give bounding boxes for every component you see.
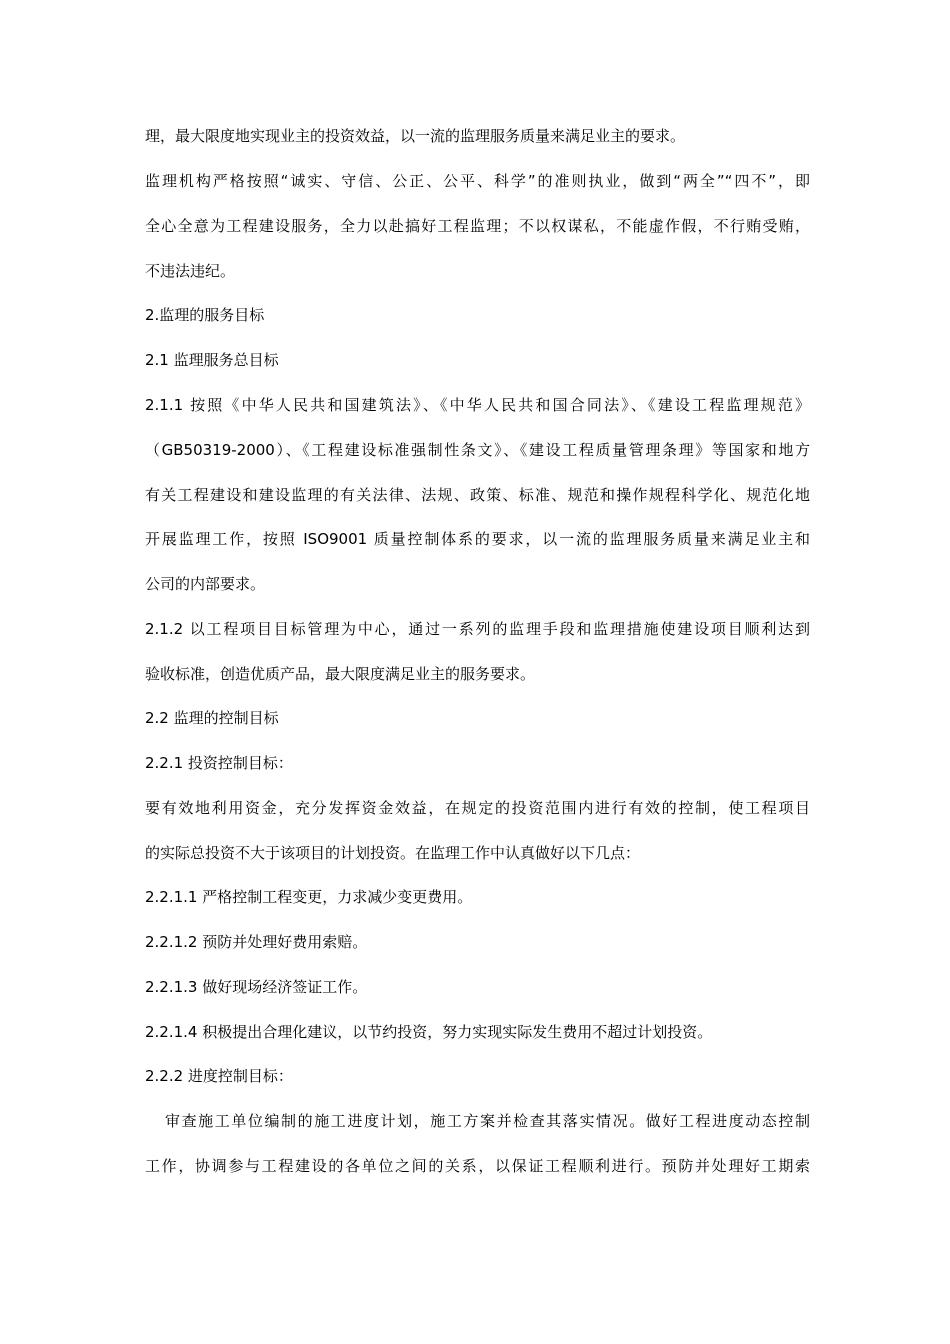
text-line: 2.1.2 以工程项目目标管理为中心，通过一系列的监理手段和监理措施使建设项目顺利达到 <box>145 620 810 638</box>
text-line: 理，最大限度地实现业主的投资效益，以一流的监理服务质量来满足业主的要求。 <box>145 127 686 145</box>
list-item: 2.2.1.1 严格控制工程变更，力求减少变更费用。 <box>145 888 473 906</box>
subsection-heading: 2.2.1 投资控制目标： <box>145 754 293 772</box>
text-line: 公司的内部要求。 <box>145 575 266 593</box>
text-line: 有关工程建设和建设监理的有关法律、法规、政策、标准、规范和操作规程科学化、规范化地 <box>145 486 810 504</box>
list-item: 2.2.1.3 做好现场经济签证工作。 <box>145 978 368 996</box>
subsection-heading: 2.2.2 进度控制目标： <box>145 1067 293 1085</box>
text-line: 工作，协调参与工程建设的各单位之间的关系，以保证工程顺利进行。预防并处理好工期索 <box>145 1157 810 1175</box>
text-line: 2.1.1 按照《中华人民共和国建筑法》、《中华人民共和国合同法》、《建设工程监理规范》 <box>145 396 810 414</box>
text-line: 验收标准，创造优质产品，最大限度满足业主的服务要求。 <box>145 665 536 683</box>
list-item: 2.2.1.2 预防并处理好费用索赔。 <box>145 933 368 951</box>
text-line: 监理机构严格按照“诚实、守信、公正、公平、科学”的准则执业，做到“两全”“四不”，即 <box>145 172 810 190</box>
section-heading: 2.监理的服务目标 <box>145 306 265 324</box>
text-line: 全心全意为工程建设服务，全力以赴搞好工程监理；不以权谋私，不能虚作假，不行贿受贿， <box>145 217 810 235</box>
text-line: （GB50319-2000）、《工程建设标准强制性条文》、《建设工程质量管理条理》等国家和地方 <box>145 441 810 459</box>
text-line: 开展监理工作，按照 ISO9001 质量控制体系的要求，以一流的监理服务质量来满足业主和 <box>145 530 810 548</box>
subsection-heading: 2.2 监理的控制目标 <box>145 709 279 727</box>
text-line: 要有效地利用资金，充分发挥资金效益，在规定的投资范围内进行有效的控制，使工程项目 <box>145 799 810 817</box>
text-line: 的实际总投资不大于该项目的计划投资。在监理工作中认真做好以下几点： <box>145 844 641 862</box>
text-line: 不违法违纪。 <box>145 262 236 280</box>
text-line: 审查施工单位编制的施工进度计划，施工方案并检查其落实情况。做好工程进度动态控制 <box>165 1112 810 1130</box>
list-item: 2.2.1.4 积极提出合理化建议，以节约投资，努力实现实际发生费用不超过计划投资。 <box>145 1023 713 1041</box>
subsection-heading: 2.1 监理服务总目标 <box>145 351 279 369</box>
